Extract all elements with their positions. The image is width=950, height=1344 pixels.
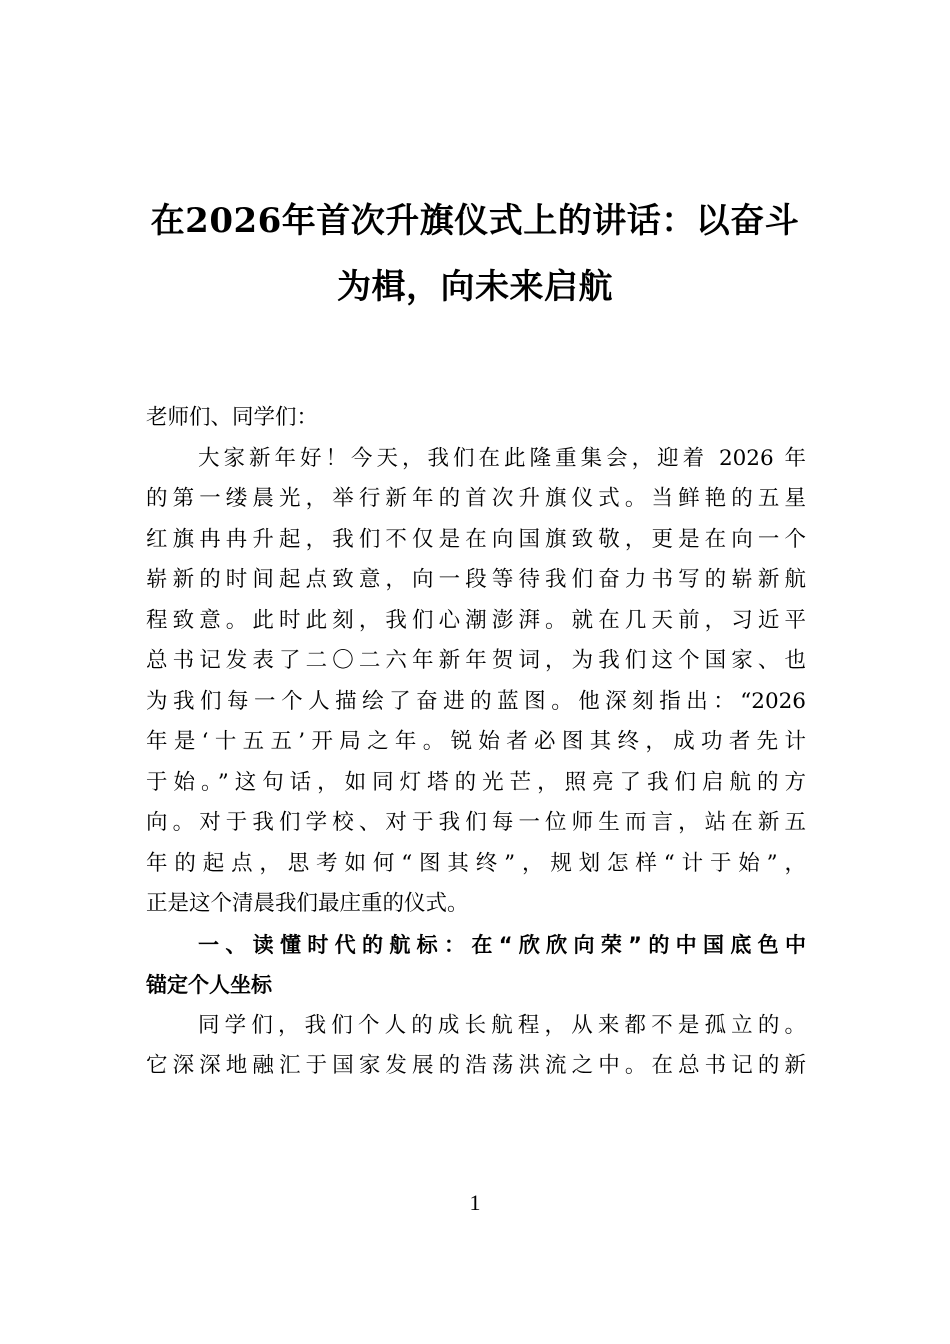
- paragraph-1: [146, 439, 806, 925]
- paragraph-line: 崭新的时间起点致意，向一段等待我们奋力书写的崭新航: [146, 567, 806, 592]
- heading-line: 一、读懂时代的航标：在“欣欣向荣”的中国底色中: [198, 932, 806, 957]
- paragraph-line: 年的起点，思考如何“图其终”，规划怎样“计于始”，: [146, 850, 806, 876]
- paragraph-line: 于始。”这句话，如同灯塔的光芒，照亮了我们启航的方: [146, 769, 806, 795]
- paragraph-line: 向。对于我们学校、对于我们每一位师生而言，站在新五: [146, 810, 806, 835]
- document-title: [120, 188, 830, 320]
- document-body: [146, 398, 806, 1087]
- paragraph-line: 的第一缕晨光，举行新年的首次升旗仪式。当鲜艳的五星: [146, 486, 806, 511]
- paragraph-line: 大家新年好！今天，我们在此隆重集会，迎着 2026 年: [198, 445, 806, 471]
- paragraph-line: 总书记发表了二〇二六年新年贺词，为我们这个国家、也: [146, 648, 806, 673]
- paragraph-line: 程致意。此时此刻，我们心潮澎湃。就在几天前，习近平: [146, 607, 806, 633]
- paragraph-2: [146, 1006, 806, 1087]
- title-line-1: 在2026年首次升旗仪式上的讲话：以奋斗: [150, 201, 800, 241]
- paragraph-line: 年是‘十五五’开局之年。锐始者必图其终，成功者先计: [146, 729, 806, 754]
- section-heading-1: [146, 925, 806, 1006]
- heading-line: 锚定个人坐标: [146, 973, 272, 997]
- title-line-2: 为楫，向未来启航: [337, 267, 613, 307]
- paragraph-line: 红旗冉冉升起，我们不仅是在向国旗致敬，更是在向一个: [146, 526, 806, 552]
- paragraph-line: 同学们，我们个人的成长航程，从来都不是孤立的。: [198, 1012, 806, 1038]
- page-number: 1: [469, 1190, 481, 1215]
- paragraph-line: 为我们每一个人描绘了奋进的蓝图。他深刻指出：“2026: [146, 688, 806, 714]
- paragraph-line: 正是这个清晨我们最庄重的仪式。: [146, 891, 469, 916]
- salutation: 老师们、同学们：: [146, 405, 319, 430]
- paragraph-line: 它深深地融汇于国家发展的浩荡洪流之中。在总书记的新: [146, 1053, 806, 1078]
